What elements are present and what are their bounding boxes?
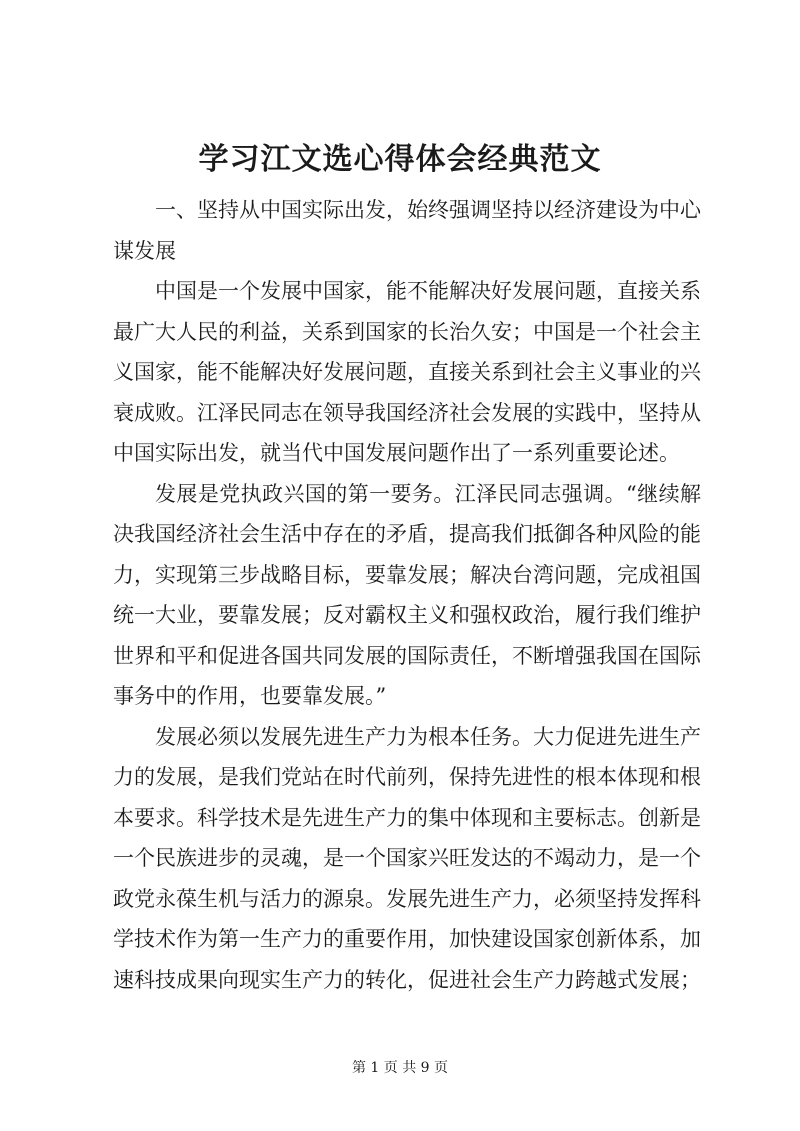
paragraph: 发展是党执政兴国的第一要务。江泽民同志强调。“继续解决我国经济社会生活中存在的矛盾，提高我们抵御各种风险的能力，实现第三步战略目标，要靠发展；解决台湾问题，完成祖国统一大业，要靠发展；反对霸权主义和强权政治，履行我们维护世界和平和促进各国共同发展的国际责任，不断增强我国在国际事务中的作用，也要靠发展。” (113, 481, 701, 708)
document-title: 学习江文选心得体会经典范文 (198, 142, 602, 177)
document-body (113, 190, 701, 1000)
section-heading: 一、坚持从中国实际出发，始终强调坚持以经济建设为中心谋发展 (113, 198, 701, 263)
paragraph: 发展必须以发展先进生产力为根本任务。大力促进先进生产力的发展，是我们党站在时代前列，保持先进性的根本体现和根本要求。科学技术是先进生产力的集中体现和主要标志。创新是一个民族进步的灵魂，是一个国家兴旺发达的不竭动力，是一个政党永葆生机与活力的源泉。发展先进生产力，必须坚持发挥科学技术作为第一生产力的重要作用，加快建设国家创新体系，加速科技成果向现实生产力的转化，促进社会生产力跨越式发展； (113, 724, 701, 992)
paragraph: 中国是一个发展中国家，能不能解决好发展问题，直接关系最广大人民的利益，关系到国家的长治久安；中国是一个社会主义国家，能不能解决好发展问题，直接关系到社会主义事业的兴衰成败。江泽民同志在领导我国经济社会发展的实践中，坚持从中国实际出发，就当代中国发展问题作出了一系列重要论述。 (113, 279, 701, 465)
page-number-footer: 第 1 页 共 9 页 (351, 1060, 449, 1076)
